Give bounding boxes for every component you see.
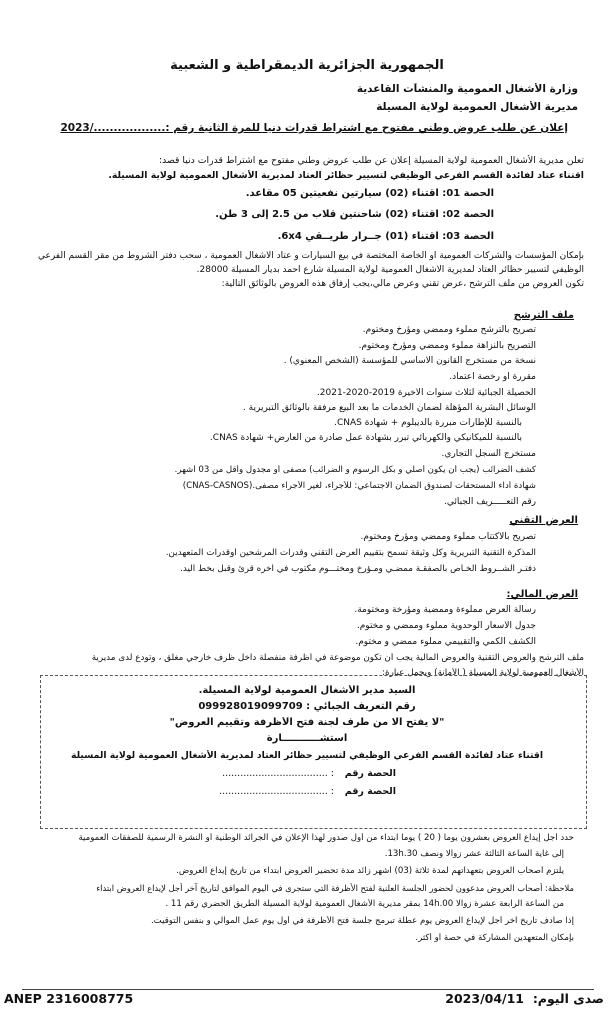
- candidacy-item: رقم التعـــــريف الجبائي.: [443, 497, 536, 507]
- eligibility-line: تكون العروض من ملف الترشح ،عرض تقني وعرض مالي،يجب إرفاق هذه العروض بالوثائق التالية:: [221, 279, 584, 289]
- terms-line: من الساعة الرابعة عشرة زوالا 14h.00 بمقر مديرية الأشغال العمومية لولاية المسيلة الطريق الحضري رقم 11 .: [165, 899, 564, 909]
- candidacy-item: التصريح بالنزاهة مملوء وممضي ومؤرخ ومختوم.: [358, 341, 536, 351]
- terms-line: ملاحظة: أصحاب العروض مدعوون لحضور الجلسة العلنية لفتح الأظرفة التي ستجرى في اليوم الموافق لتاريخ آخر أجل لإيداع العروض ابتداء: [96, 883, 574, 893]
- intro-paragraph: تعلن مديرية الأشغال العمومية لولاية المسيلة إعلان عن طلب عروض وطني مفتوح مع اشتراط قدرات دنيا قصد:: [158, 155, 584, 166]
- candidacy-title: ملف الترشح: [513, 310, 574, 321]
- box-consultation: استشـــــــــــارة: [266, 733, 348, 744]
- candidacy-item: شهادة أداء المستحقات لصندوق الضمان الاجتماعي: للأجراء، لغير الأجراء مصفى.(CNAS-CASNOS): [182, 481, 536, 491]
- box-subject: اقتناء عتاد لفائدة القسم الفرعي الوظيفي لتسيير حظائر العتاد لمديرية الأشغال العمومية لولاية المسيلة: [70, 750, 544, 761]
- terms-line: إلى غاية الساعة الثالثة عشر زوالا ونصف 13h.30.: [384, 849, 564, 859]
- eligibility-line: بإمكان المؤسسات والشركات العمومية أو الخاصة المختصة في بيع السيارات و عتاد الأشغال العمومية ، سحب دفتر الشروط من مقر القسم الفرعي: [37, 251, 584, 261]
- candidacy-item: مستخرج السجل التجاري.: [441, 449, 536, 459]
- financial-item: جدول الأسعار الوحدوية مملوء وممضي و مختوم.: [356, 621, 536, 631]
- terms-line: بإمكان المتعهدين المشاركة في حصة أو أكثر.: [415, 933, 574, 943]
- technical-title: العرض التقني: [509, 515, 578, 526]
- box-tax-id: رقم التعريف الجبائي : 099928019099709: [198, 701, 416, 712]
- footer-divider: [22, 989, 594, 990]
- box-do-not-open: "لا يفتح الا من طرف لجنة فتح الأظرفة وتقييم العروض": [169, 717, 445, 728]
- candidacy-item: بالنسبة للإطارات مبررة بالديبلوم + شهادة CNAS.: [334, 418, 522, 428]
- terms-line: يلتزم أصحاب العروض بتعهداتهم لمدة ثلاثة (03) أشهر زائد مدة تحضير العروض ابتداء من تاريخ إيداع العروض.: [176, 866, 564, 876]
- box-lot-label: الحصة رقم: [344, 786, 396, 797]
- directorate-name: مديرية الأشغال العمومية لولاية المسيلة: [376, 101, 578, 113]
- technical-item: تصريح بالاكتتاب مملوء وممضي ومؤرخ ومختوم.: [360, 532, 536, 542]
- notice-title: إعلان عن طلب عروض وطني مفتوح مع اشتراط قدرات دنيا للمرة الثانية رقم :................../2023: [60, 122, 568, 134]
- candidacy-item: مقررة أو رخصة اعتماد.: [449, 372, 536, 382]
- envelope-instruction: ملف الترشح والعروض التقنية والعروض المالية يجب أن تكون موضوعة في أظرفة منفصلة داخل ظرف خارجي مغلق ، وتودع لدى مديرية: [91, 653, 584, 663]
- candidacy-item: بالنسبة للميكانيكي والكهربائي تبرر بشهادة عمل صادرة من العارض+ شهادة CNAS.: [209, 433, 522, 443]
- financial-title: العرض المالي:: [506, 589, 578, 600]
- box-lot-label: الحصة رقم: [344, 768, 396, 779]
- ministry-name: وزارة الأشغال العمومية والمنشآت القاعدية: [356, 83, 578, 95]
- publication-date: 2023/04/11: [445, 991, 524, 1006]
- republic-heading: الجمهورية الجزائرية الديمقراطية و الشعبية: [170, 58, 444, 73]
- intro-subject: اقتناء عتاد لفائدة القسم الفرعي الوظيفي لتسيير حظائر العتاد لمديرية الأشغال العمومية لولاية المسيلة.: [108, 170, 584, 181]
- terms-line: إذا صادف تاريخ آخر أجل لإيداع العروض يوم عطلة تبرمج جلسة فتح الأظرفة في أول يوم عمل الموالي و بنفس التوقيت.: [150, 916, 574, 926]
- lot-item: الحصة 02: اقتناء (02) شاحنتين قلاب من 2.5 إلى 3 طن.: [215, 209, 494, 220]
- box-lot-blank: : ....................................: [219, 786, 334, 797]
- technical-item: المذكرة التقنية التبريرية وكل وثيقة تسمح بتقييم العرض التقني وقدرات المرشحين أوقدرات المتعهدين.: [165, 548, 536, 558]
- candidacy-item: كشف الضرائب (يجب أن يكون أصلي و بكل الرسوم و الضرائب) مصفى أو مجدول وأقل من 03 أشهر.: [174, 465, 536, 475]
- financial-item: الكشف الكمي والتقييمي مملوء ممضي و مختوم.: [355, 637, 536, 647]
- newspaper-label: صدى اليوم:: [532, 991, 604, 1006]
- terms-line: حدد أجل إيداع العروض بعشرون يوما ( 20 ) يوما ابتداء من أول صدور لهذا الإعلان في الجرائد الوطنية أو النشرة الرسمية للصفقات العمومية: [78, 833, 574, 843]
- candidacy-item: الوسائل البشرية المؤهلة لضمان الخدمات ما بعد البيع مرفقة بالوثائق التبريرية .: [242, 403, 536, 413]
- technical-item: دفتـر الشــروط الخـاص بالصفقـة ممضـي ومـؤرخ ومختـــوم مكتوب في آخره قرئ وقبل بخط اليد.: [180, 564, 536, 574]
- lot-item: الحصة 03: اقتناء (01) جــرار طريــقي 6x4.: [277, 231, 494, 242]
- anep-reference: ANEP 2316008775: [4, 991, 134, 1006]
- candidacy-item: تصريح بالترشح مملوء وممضي ومؤرخ ومختوم.: [362, 325, 536, 335]
- candidacy-item: الحصيلة الجبائية لثلاث سنوات الأخيرة 2019-2020-2021.: [316, 388, 536, 398]
- lot-item: الحصة 01: اقتناء (02) سيارتين نفعيتين 05 مقاعد.: [245, 188, 494, 199]
- envelope-instruction: الأشغال العمومية لولاية المسيلة ( الأمانة) ويحمل عبارة:: [382, 668, 584, 678]
- financial-item: رسالة العرض مملوءة وممضية ومؤرخة ومختومة.: [354, 605, 536, 615]
- box-lot-blank: : ...................................: [222, 768, 334, 779]
- box-addressee: السيد مدير الأشغال العمومية لولاية المسيلة.: [198, 685, 416, 696]
- candidacy-item: نسخة من مستخرج القانون الأساسي للمؤسسة (الشخص المعنوي) .: [283, 356, 536, 366]
- eligibility-line: الوظيفي لتسيير حظائر العتاد لمديرية الأشغال العمومية لولاية المسيلة شارع أحمد بديار المسيلة 28000.: [196, 265, 584, 275]
